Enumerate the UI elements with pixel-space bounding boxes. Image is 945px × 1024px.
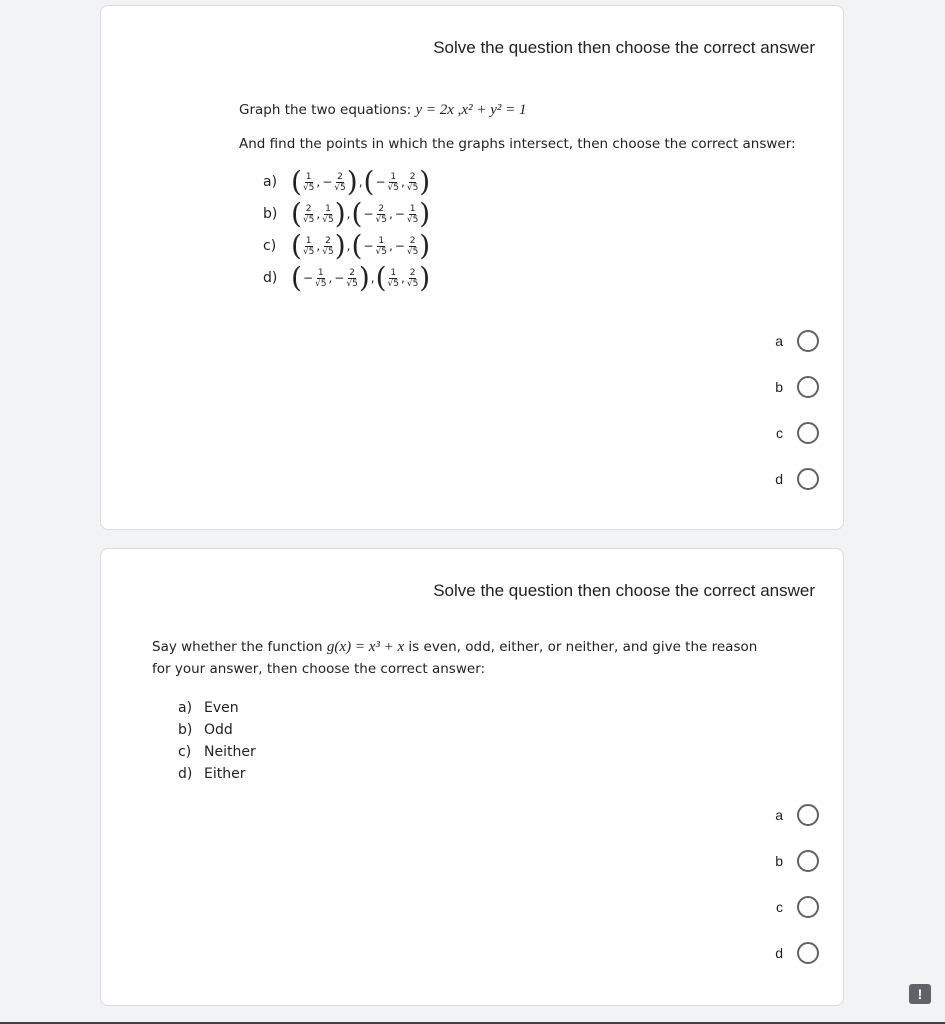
radio-circle-icon[interactable] — [797, 942, 819, 964]
radio-option-b[interactable] — [775, 838, 819, 884]
fraction: $\frac{1}{√5}$ — [375, 235, 387, 257]
choice-text: Odd — [204, 722, 233, 738]
report-icon[interactable]: ! — [909, 984, 931, 1004]
question-prompt-line-2: And find the points in which the graphs intersect, then choose the correct answer: — [239, 136, 796, 152]
choice-item — [178, 763, 757, 785]
fraction: $\frac{2}{√5}$ — [375, 203, 387, 225]
prompt-equation: g(x) = x³ + x — [326, 639, 405, 655]
radio-circle-icon[interactable] — [797, 896, 819, 918]
coordinate-pair: (− $\frac{1}{√5}$ , − $\frac{2}{√5}$ ) — [291, 261, 370, 294]
radio-circle-icon[interactable] — [797, 422, 819, 444]
question-image — [239, 102, 796, 294]
radio-option-a[interactable] — [775, 318, 819, 364]
radio-option-d[interactable] — [775, 456, 819, 502]
radio-label: c — [776, 425, 783, 441]
question-prompt-line-1 — [239, 102, 796, 132]
radio-label: d — [775, 471, 783, 487]
question-title: Solve the question then choose the correct answer — [433, 38, 815, 57]
coordinate-pair: ( $\frac{1}{√5}$ , $\frac{2}{√5}$ ) — [291, 229, 346, 262]
choice-label: a) — [178, 700, 193, 716]
fraction: $\frac{1}{√5}$ — [406, 203, 419, 225]
fraction: $\frac{2}{√5}$ — [322, 235, 334, 257]
fraction: $\frac{2}{√5}$ — [302, 203, 315, 225]
radio-group — [775, 318, 819, 502]
choice-item: d) (− $\frac{1}{√5}$ , − $\frac{2}{√5}$ ) , ( $\frac{1}{√5}$ , $\frac{2}{√5}$ ) — [263, 261, 431, 294]
choice-item: a) ( $\frac{1}{√5}$ , − $\frac{2}{√5}$ ) , (− $\frac{1}{√5}$ , $\frac{2}{√5}$ ) — [263, 165, 431, 198]
fraction: $\frac{1}{√5}$ — [322, 203, 334, 225]
choice-item — [178, 741, 757, 763]
question-prompt-line-1 — [152, 639, 757, 661]
choice-item: b) ( $\frac{2}{√5}$ , $\frac{1}{√5}$ ) , (− $\frac{2}{√5}$ , − $\frac{1}{√5}$ ) — [263, 197, 431, 230]
radio-label: b — [775, 853, 783, 869]
choice-label: b) — [263, 206, 278, 222]
coordinate-pair: (− $\frac{2}{√5}$ , − $\frac{1}{√5}$ ) — [351, 197, 431, 230]
radio-circle-icon[interactable] — [797, 804, 819, 826]
fraction: $\frac{1}{√5}$ — [315, 267, 327, 289]
choice-item — [178, 719, 757, 741]
choice-item — [178, 697, 757, 719]
question-card-1 — [100, 5, 844, 530]
coordinate-pair: ( $\frac{1}{√5}$ , $\frac{2}{√5}$ ) — [375, 261, 431, 294]
choice-text: Even — [204, 700, 239, 716]
radio-label: b — [775, 379, 783, 395]
radio-option-c[interactable] — [775, 884, 819, 930]
coordinate-pair: ( $\frac{2}{√5}$ , $\frac{1}{√5}$ ) — [291, 197, 346, 230]
fraction: $\frac{1}{√5}$ — [302, 235, 315, 257]
choice-label: c) — [178, 744, 192, 760]
prompt-text: Graph the two equations: — [239, 102, 416, 118]
coordinate-pair: (− $\frac{1}{√5}$ , − $\frac{2}{√5}$ ) — [351, 229, 431, 262]
radio-option-a[interactable] — [775, 792, 819, 838]
question-prompt-line-2: for your answer, then choose the correct answer: — [152, 661, 486, 677]
choice-text: Neither — [204, 744, 256, 760]
radio-circle-icon[interactable] — [797, 468, 819, 490]
choice-label: d) — [263, 270, 278, 286]
choice-label: d) — [178, 766, 193, 782]
choice-item: c) ( $\frac{1}{√5}$ , $\frac{2}{√5}$ ) , (− $\frac{1}{√5}$ , − $\frac{2}{√5}$ ) — [263, 229, 431, 262]
radio-circle-icon[interactable] — [797, 330, 819, 352]
fraction: $\frac{2}{√5}$ — [406, 171, 419, 193]
radio-option-b[interactable] — [775, 364, 819, 410]
question-card-2 — [100, 548, 844, 1006]
fraction: $\frac{2}{√5}$ — [346, 267, 358, 289]
choice-label: a) — [263, 174, 278, 190]
fraction: $\frac{1}{√5}$ — [387, 267, 399, 289]
radio-label: a — [775, 333, 783, 349]
radio-group — [775, 792, 819, 976]
radio-label: a — [775, 807, 783, 823]
answer-choices-list — [178, 697, 757, 785]
fraction: $\frac{1}{√5}$ — [302, 171, 315, 193]
coordinate-pair: ( $\frac{1}{√5}$ , − $\frac{2}{√5}$ ) — [291, 165, 358, 198]
choice-text: Either — [204, 766, 246, 782]
question-image — [152, 639, 757, 785]
fraction: $\frac{2}{√5}$ — [406, 267, 419, 289]
coordinate-pair: (− $\frac{1}{√5}$ , $\frac{2}{√5}$ ) — [363, 165, 431, 198]
radio-circle-icon[interactable] — [797, 850, 819, 872]
radio-option-c[interactable] — [775, 410, 819, 456]
radio-circle-icon[interactable] — [797, 376, 819, 398]
prompt-text: Say whether the function — [152, 639, 327, 655]
fraction: $\frac{2}{√5}$ — [334, 171, 346, 193]
choice-label: c) — [263, 238, 277, 254]
prompt-text-rest: is even, odd, either, or neither, and give the reason — [404, 639, 758, 655]
radio-option-d[interactable] — [775, 930, 819, 976]
fraction: $\frac{2}{√5}$ — [406, 235, 419, 257]
choice-label: b) — [178, 722, 193, 738]
radio-label: d — [775, 945, 783, 961]
prompt-equation: y = 2x ,x² + y² = 1 — [415, 102, 527, 118]
fraction: $\frac{1}{√5}$ — [387, 171, 399, 193]
question-title: Solve the question then choose the correct answer — [433, 581, 815, 600]
radio-label: c — [776, 899, 783, 915]
answer-choices-list — [263, 166, 796, 294]
